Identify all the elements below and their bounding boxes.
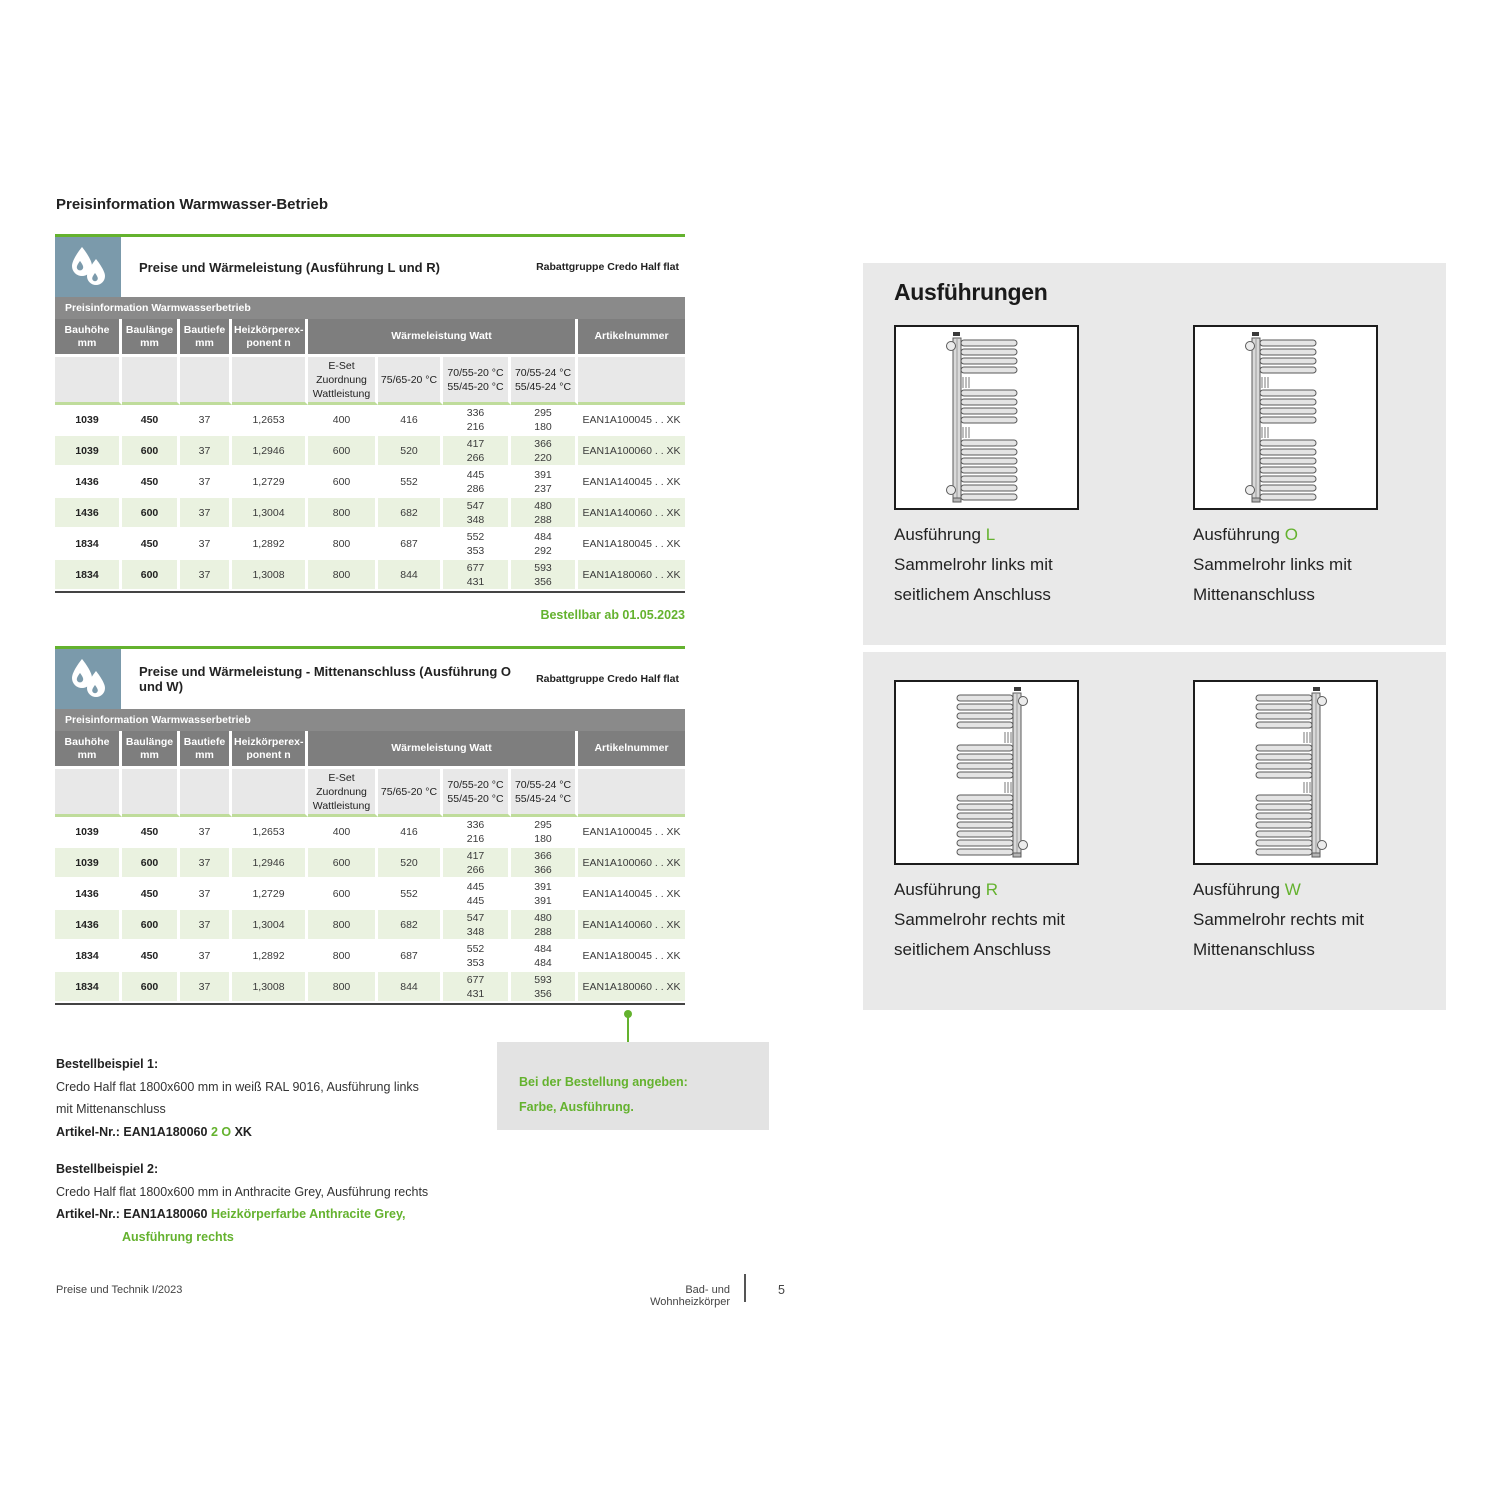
table-cell: 450 bbox=[122, 817, 180, 848]
column-header: Bauhöhe mm bbox=[55, 731, 122, 769]
table-cell: 520 bbox=[378, 848, 443, 879]
example-2-heading: Bestellbeispiel 2: bbox=[56, 1162, 159, 1176]
variant-O bbox=[1193, 325, 1393, 610]
table-cell: 450 bbox=[122, 405, 180, 436]
table-cell: 520 bbox=[378, 436, 443, 467]
table-cell: 391 237 bbox=[511, 467, 578, 498]
table-cell: 37 bbox=[180, 467, 232, 498]
column-header: Wärmeleistung Watt bbox=[308, 319, 578, 357]
table-cell: 417 266 bbox=[443, 436, 511, 467]
water-drops-icon bbox=[55, 649, 121, 709]
table-cell: 1,3008 bbox=[232, 972, 308, 1003]
table-cell: 295 180 bbox=[511, 405, 578, 436]
table-cell: 484 292 bbox=[511, 529, 578, 560]
footer-page-number: 5 bbox=[778, 1283, 785, 1297]
table-cell: 1,3004 bbox=[232, 910, 308, 941]
table-cell: 37 bbox=[180, 560, 232, 591]
sub-header bbox=[180, 769, 232, 817]
table-cell: EAN1A100060 . . XK bbox=[578, 848, 685, 879]
table-row bbox=[55, 848, 685, 879]
table-cell: 1039 bbox=[55, 436, 122, 467]
table-cell: 1,3008 bbox=[232, 560, 308, 591]
example-1-line-1: Credo Half flat 1800x600 mm in weiß RAL 9016, Ausführung links bbox=[56, 1079, 419, 1094]
table-cell: 391 391 bbox=[511, 879, 578, 910]
table-cell: EAN1A140045 . . XK bbox=[578, 467, 685, 498]
example-2-artikel: Artikel-Nr.: EAN1A180060 Heizkörperfarbe Anthracite Grey, bbox=[56, 1207, 406, 1221]
table-cell: 445 445 bbox=[443, 879, 511, 910]
table-cell: 37 bbox=[180, 498, 232, 529]
table-cell: 37 bbox=[180, 910, 232, 941]
sub-header bbox=[180, 357, 232, 405]
footer-right: Bad- und Wohnheizkörper bbox=[650, 1284, 730, 1308]
table-row bbox=[55, 972, 685, 1003]
column-header: Bautiefe mm bbox=[180, 731, 232, 769]
table-cell: 1,2946 bbox=[232, 848, 308, 879]
table-cell: EAN1A140060 . . XK bbox=[578, 498, 685, 529]
table-cell: 800 bbox=[308, 529, 378, 560]
table-cell: 800 bbox=[308, 910, 378, 941]
callout-line-2: Farbe, Ausführung. bbox=[519, 1100, 634, 1114]
table-cell: 366 220 bbox=[511, 436, 578, 467]
table-cell: 1,2729 bbox=[232, 879, 308, 910]
sub-header: 70/55-24 °C 55/45-24 °C bbox=[511, 769, 578, 817]
table-cell: 687 bbox=[378, 941, 443, 972]
table-cell: 1834 bbox=[55, 560, 122, 591]
table-cell: 600 bbox=[122, 560, 180, 591]
order-example-1 bbox=[56, 1053, 476, 1143]
radiator-diagram-O bbox=[1193, 325, 1378, 510]
order-callout-box bbox=[497, 1042, 769, 1130]
table-cell: 1,2653 bbox=[232, 405, 308, 436]
sub-header: E-Set Zuordnung Wattleistung bbox=[308, 769, 378, 817]
table-cell: 682 bbox=[378, 498, 443, 529]
table-cell: 600 bbox=[122, 972, 180, 1003]
table-cell: 800 bbox=[308, 498, 378, 529]
sub-header: 70/55-24 °C 55/45-24 °C bbox=[511, 357, 578, 405]
table-cell: 450 bbox=[122, 529, 180, 560]
table-cell: 450 bbox=[122, 879, 180, 910]
table-1-band: Preisinformation Warmwasserbetrieb bbox=[55, 297, 685, 319]
table-1-title: Preise und Wärmeleistung (Ausführung L und R) bbox=[139, 259, 440, 275]
table-cell: 1834 bbox=[55, 529, 122, 560]
table-row bbox=[55, 910, 685, 941]
table-cell: 416 bbox=[378, 405, 443, 436]
table-cell: 1,2946 bbox=[232, 436, 308, 467]
table-cell: 1436 bbox=[55, 879, 122, 910]
table-cell: 37 bbox=[180, 848, 232, 879]
table-cell: EAN1A180060 . . XK bbox=[578, 560, 685, 591]
table-cell: 37 bbox=[180, 972, 232, 1003]
variant-L-caption: Ausführung L Sammelrohr links mit seitlichem Anschluss bbox=[894, 525, 1053, 604]
table-cell: 1,2892 bbox=[232, 941, 308, 972]
table-1-rabatt: Rabattgruppe Credo Half flat bbox=[536, 261, 679, 273]
column-header: Wärmeleistung Watt bbox=[308, 731, 578, 769]
table-cell: 1436 bbox=[55, 910, 122, 941]
table-2-rabatt: Rabattgruppe Credo Half flat bbox=[536, 673, 679, 685]
table-cell: 450 bbox=[122, 941, 180, 972]
column-header: Bautiefe mm bbox=[180, 319, 232, 357]
table-cell: 600 bbox=[308, 879, 378, 910]
sub-header bbox=[55, 357, 122, 405]
table-row bbox=[55, 467, 685, 498]
table-cell: EAN1A180060 . . XK bbox=[578, 972, 685, 1003]
example-1-artikel: Artikel-Nr.: EAN1A180060 2 O XK bbox=[56, 1124, 252, 1139]
variants-panel-top bbox=[863, 263, 1446, 645]
variants-title: Ausführungen bbox=[894, 279, 1048, 305]
table-cell: 445 286 bbox=[443, 467, 511, 498]
example-1-heading: Bestellbeispiel 1: bbox=[56, 1057, 159, 1071]
page-title: Preisinformation Warmwasser-Betrieb bbox=[56, 196, 329, 213]
table-cell: 1039 bbox=[55, 848, 122, 879]
table-row bbox=[55, 436, 685, 467]
table-cell: 800 bbox=[308, 972, 378, 1003]
table-cell: 593 356 bbox=[511, 560, 578, 591]
sub-header bbox=[122, 769, 180, 817]
table-cell: EAN1A140060 . . XK bbox=[578, 910, 685, 941]
example-1-line-2: mit Mittenanschluss bbox=[56, 1102, 166, 1116]
table-row bbox=[55, 405, 685, 436]
table-cell: 1,2729 bbox=[232, 467, 308, 498]
table-cell: 1436 bbox=[55, 467, 122, 498]
sub-header bbox=[232, 357, 308, 405]
water-drops-icon bbox=[55, 237, 121, 297]
table-cell: 844 bbox=[378, 972, 443, 1003]
table-cell: 600 bbox=[122, 848, 180, 879]
table-cell: EAN1A100060 . . XK bbox=[578, 436, 685, 467]
table-2-grid bbox=[55, 731, 685, 1005]
sub-header bbox=[578, 357, 685, 405]
column-header: Heizkörperex- ponent n bbox=[232, 731, 308, 769]
table-2-band: Preisinformation Warmwasserbetrieb bbox=[55, 709, 685, 731]
variant-W bbox=[1193, 680, 1393, 965]
table-1-grid bbox=[55, 319, 685, 593]
radiator-diagram-W bbox=[1193, 680, 1378, 865]
table-cell: 480 288 bbox=[511, 498, 578, 529]
radiator-diagram-L bbox=[894, 325, 1079, 510]
table-cell: EAN1A140045 . . XK bbox=[578, 879, 685, 910]
footer-left: Preise und Technik I/2023 bbox=[56, 1284, 183, 1296]
table-cell: 682 bbox=[378, 910, 443, 941]
sub-header bbox=[55, 769, 122, 817]
table-cell: 552 bbox=[378, 467, 443, 498]
column-header: Artikelnummer bbox=[578, 319, 685, 357]
table-cell: 600 bbox=[308, 848, 378, 879]
table-cell: 593 356 bbox=[511, 972, 578, 1003]
table-cell: 844 bbox=[378, 560, 443, 591]
table-1-header bbox=[55, 237, 685, 297]
variant-O-caption: Ausführung O Sammelrohr links mit Mittenanschluss bbox=[1193, 525, 1352, 604]
table-cell: 37 bbox=[180, 436, 232, 467]
sub-header: 70/55-20 °C 55/45-20 °C bbox=[443, 357, 511, 405]
callout-connector bbox=[624, 1010, 632, 1044]
table-cell: 600 bbox=[122, 910, 180, 941]
column-header: Heizkörperex- ponent n bbox=[232, 319, 308, 357]
table-cell: EAN1A100045 . . XK bbox=[578, 405, 685, 436]
table-cell: 400 bbox=[308, 405, 378, 436]
table-cell: EAN1A180045 . . XK bbox=[578, 529, 685, 560]
table-cell: 552 353 bbox=[443, 941, 511, 972]
column-header: Bauhöhe mm bbox=[55, 319, 122, 357]
table-cell: 1,3004 bbox=[232, 498, 308, 529]
table-cell: 1,2653 bbox=[232, 817, 308, 848]
example-2-line-1: Credo Half flat 1800x600 mm in Anthracite Grey, Ausführung rechts bbox=[56, 1184, 429, 1199]
variant-W-caption: Ausführung W Sammelrohr rechts mit Mittenanschluss bbox=[1193, 880, 1364, 959]
example-2-artikel-line-2: Ausführung rechts bbox=[122, 1229, 234, 1244]
table-cell: 600 bbox=[308, 467, 378, 498]
table-cell: EAN1A180045 . . XK bbox=[578, 941, 685, 972]
table-cell: 295 180 bbox=[511, 817, 578, 848]
table-cell: 687 bbox=[378, 529, 443, 560]
variant-L bbox=[894, 325, 1094, 610]
table-cell: 1436 bbox=[55, 498, 122, 529]
table-row bbox=[55, 529, 685, 560]
sub-header bbox=[122, 357, 180, 405]
price-table-2 bbox=[55, 646, 685, 1005]
order-example-2 bbox=[56, 1158, 476, 1248]
table-cell: 677 431 bbox=[443, 972, 511, 1003]
column-header: Baulänge mm bbox=[122, 319, 180, 357]
callout-line-1: Bei der Bestellung angeben: bbox=[519, 1075, 688, 1089]
table-cell: 547 348 bbox=[443, 498, 511, 529]
sub-header bbox=[232, 769, 308, 817]
sub-header bbox=[578, 769, 685, 817]
table-row bbox=[55, 560, 685, 591]
table-cell: 1039 bbox=[55, 405, 122, 436]
sub-header: 75/65-20 °C bbox=[378, 769, 443, 817]
footer-divider bbox=[744, 1274, 746, 1302]
table-cell: 37 bbox=[180, 879, 232, 910]
table-row bbox=[55, 498, 685, 529]
table-cell: 416 bbox=[378, 817, 443, 848]
variant-R bbox=[894, 680, 1094, 965]
sub-header: 75/65-20 °C bbox=[378, 357, 443, 405]
table-cell: 677 431 bbox=[443, 560, 511, 591]
table-cell: 800 bbox=[308, 941, 378, 972]
variants-panel-bottom bbox=[863, 652, 1446, 1010]
table-cell: 1039 bbox=[55, 817, 122, 848]
table-cell: 400 bbox=[308, 817, 378, 848]
table-cell: 336 216 bbox=[443, 817, 511, 848]
table-cell: 552 353 bbox=[443, 529, 511, 560]
bestellbar-note: Bestellbar ab 01.05.2023 bbox=[540, 608, 685, 622]
table-cell: 600 bbox=[308, 436, 378, 467]
column-header: Artikelnummer bbox=[578, 731, 685, 769]
table-row bbox=[55, 941, 685, 972]
table-cell: 37 bbox=[180, 941, 232, 972]
table-cell: 37 bbox=[180, 529, 232, 560]
table-row bbox=[55, 817, 685, 848]
table-cell: 366 366 bbox=[511, 848, 578, 879]
table-cell: 1,2892 bbox=[232, 529, 308, 560]
table-cell: 600 bbox=[122, 436, 180, 467]
table-cell: 1834 bbox=[55, 972, 122, 1003]
table-cell: EAN1A100045 . . XK bbox=[578, 817, 685, 848]
table-cell: 336 216 bbox=[443, 405, 511, 436]
table-cell: 37 bbox=[180, 405, 232, 436]
sub-header: E-Set Zuordnung Wattleistung bbox=[308, 357, 378, 405]
price-table-1 bbox=[55, 234, 685, 593]
table-cell: 1834 bbox=[55, 941, 122, 972]
table-cell: 547 348 bbox=[443, 910, 511, 941]
table-cell: 552 bbox=[378, 879, 443, 910]
table-row bbox=[55, 879, 685, 910]
table-cell: 480 288 bbox=[511, 910, 578, 941]
table-cell: 800 bbox=[308, 560, 378, 591]
table-cell: 600 bbox=[122, 498, 180, 529]
radiator-diagram-R bbox=[894, 680, 1079, 865]
variant-R-caption: Ausführung R Sammelrohr rechts mit seitlichem Anschluss bbox=[894, 880, 1065, 959]
table-2-title: Preise und Wärmeleistung - Mittenanschluss (Ausführung O und W) bbox=[139, 664, 511, 694]
table-cell: 37 bbox=[180, 817, 232, 848]
table-cell: 484 484 bbox=[511, 941, 578, 972]
table-cell: 417 266 bbox=[443, 848, 511, 879]
table-cell: 450 bbox=[122, 467, 180, 498]
sub-header: 70/55-20 °C 55/45-20 °C bbox=[443, 769, 511, 817]
column-header: Baulänge mm bbox=[122, 731, 180, 769]
table-2-header bbox=[55, 649, 685, 709]
